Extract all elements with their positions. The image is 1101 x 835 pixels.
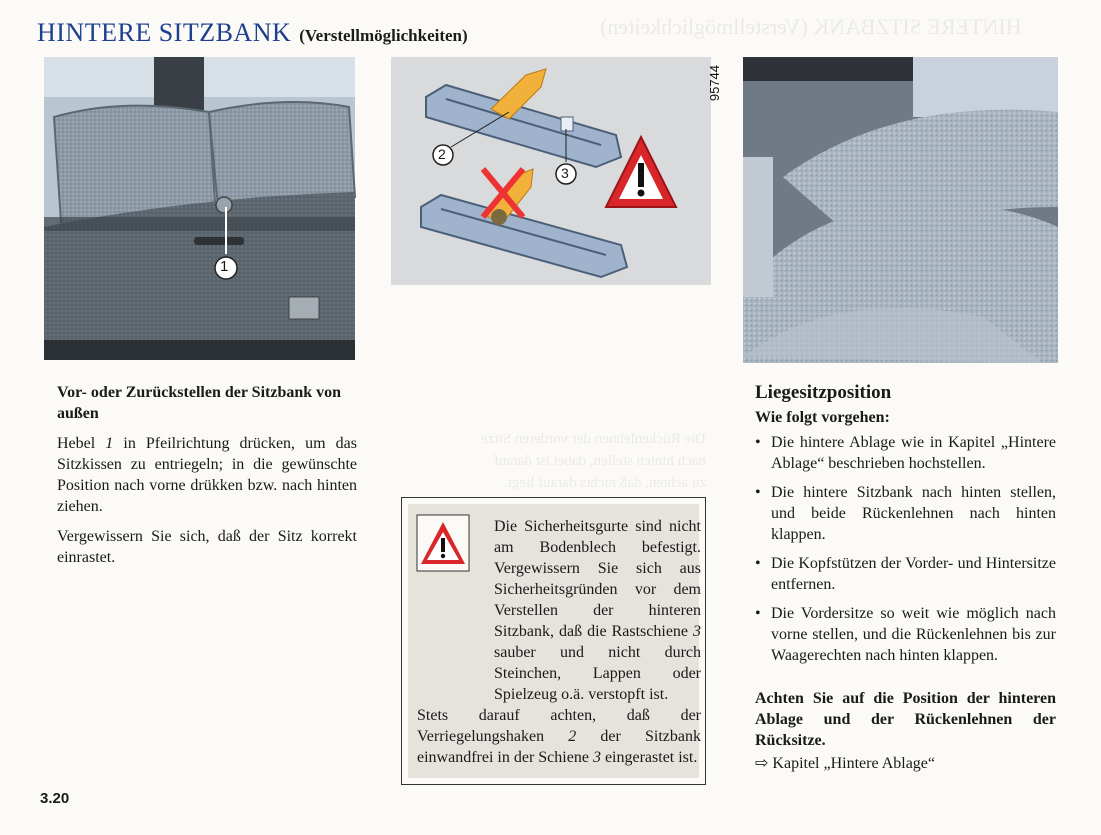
rail-drawing bbox=[391, 57, 711, 285]
position-note: Achten Sie auf die Position der hinteren Ablage und der Rückenlehnen der Rücksitze. bbox=[755, 690, 1056, 749]
title-main: HINTERE SITZBANK bbox=[37, 18, 292, 47]
illustration-callout-3-label: 3 bbox=[561, 165, 569, 181]
section-heading-reclined: Liegesitzposition bbox=[755, 382, 892, 403]
arrow-icon: ⇨ bbox=[755, 755, 769, 772]
column-reclined-position bbox=[755, 382, 1056, 774]
warning-line2: sauber und nicht durch Steinchen, Lappen oder Spielzeug o.ä. verstopft ist. bbox=[494, 644, 701, 703]
bleed-through-middle: Die Rückenlehnen der vorderen Sitze nach hinten stellen, dabei ist darauf zu achten, daß nichts darauf liegt. bbox=[481, 431, 706, 491]
list-item: • Die hintere Ablage wie in Kapitel „Hintere Ablage“ beschrieben hochstellen. bbox=[755, 432, 1056, 474]
reclined-seat-drawing bbox=[743, 57, 1058, 363]
steps-list bbox=[755, 432, 1056, 666]
paragraph-lever bbox=[57, 433, 357, 517]
warning-ref-2: 2 bbox=[568, 728, 577, 745]
reclined-seat-photo bbox=[743, 57, 1058, 363]
column-bench-adjustment bbox=[57, 382, 357, 568]
warning-body bbox=[417, 516, 701, 705]
paragraph-check: Vergewissern Sie sich, daß der Sitz korrekt einrastet. bbox=[57, 528, 357, 566]
warning-line1: Die Sicherheitsgurte sind nicht am Bodenblech befestigt. Vergewissern Sie sich aus Sicherheitsgründen vor dem Verstellen der hinteren Sitzbank, daß die Rastschiene bbox=[494, 518, 701, 640]
warning-ref-3b: 3 bbox=[592, 749, 601, 766]
warning-line3c: eingerastet ist. bbox=[600, 749, 698, 766]
safety-warning-box bbox=[401, 497, 706, 785]
chapter-reference-text: Kapitel „Hintere Ablage“ bbox=[768, 755, 935, 772]
warning-ref-3a: 3 bbox=[693, 623, 701, 640]
rear-bench-drawing bbox=[44, 57, 355, 360]
warning-line3b: der Sitzbank einwandfrei in der Schiene bbox=[417, 728, 701, 766]
list-item: • Die hintere Sitzbank nach hinten stellen, und beide Rückenlehnen nach hinten klappen. bbox=[755, 482, 1056, 545]
illustration-callout-2-label: 2 bbox=[438, 146, 446, 162]
page-title bbox=[37, 18, 468, 48]
warning-continued bbox=[417, 705, 701, 768]
list-item: • Die Kopfstützen der Vorder- und Hintersitze entfernen. bbox=[755, 553, 1056, 595]
lever-text-a: Hebel bbox=[57, 435, 106, 452]
warning-line3a: Stets darauf achten, daß der Verriegelungshaken bbox=[417, 707, 701, 745]
bleed-through-title: HINTERE SITZBANK (Verstellmöglichkeiten) bbox=[600, 14, 1022, 39]
chapter-reference bbox=[755, 753, 1056, 774]
rear-bench-photo bbox=[44, 57, 355, 360]
page-number: 3.20 bbox=[40, 790, 70, 807]
warning-text bbox=[417, 516, 701, 768]
list-item: • Die Vordersitze so weit wie möglich nach vorne stellen, und die Rückenlehnen bis zur Waagerechten nach hinten klappen. bbox=[755, 603, 1056, 666]
lever-ref-1: 1 bbox=[105, 435, 114, 452]
illustration-code: 95744 bbox=[707, 65, 722, 102]
lever-text-b: in Pfeilrichtung drücken, um das Sitzkissen zu entriegeln; in die gewünschte Position nach vorne drükken bzw. nach hinten ziehen. bbox=[57, 435, 358, 515]
title-subtitle: (Verstellmöglichkeiten) bbox=[299, 26, 468, 45]
section-subheading-steps: Wie folgt vorgehen: bbox=[755, 409, 890, 426]
section-heading-adjust: Vor- oder Zurückstellen der Sitzbank von außen bbox=[57, 384, 342, 422]
rail-illustration bbox=[391, 57, 722, 285]
warning-box-fill bbox=[408, 504, 699, 778]
photo1-callout-label: 1 bbox=[220, 258, 229, 275]
